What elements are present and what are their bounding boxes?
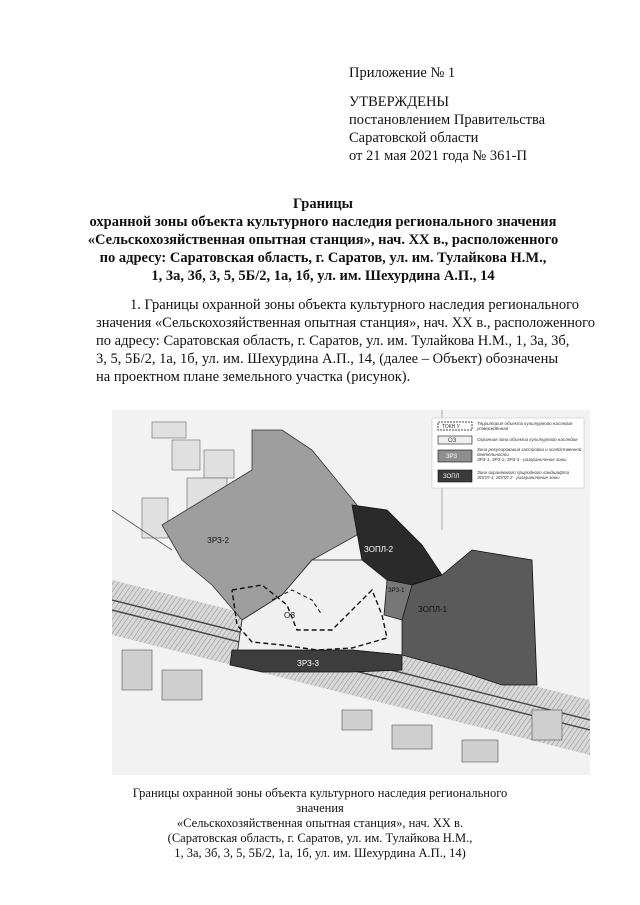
zone-label-zrz3: ЗРЗ-3: [297, 659, 319, 668]
zone-label-zopl1: ЗОПЛ-1: [418, 605, 448, 614]
title-line: охранной зоны объекта культурного наследия регионального значения: [89, 214, 557, 230]
title-line: Границы: [292, 196, 353, 212]
figure-caption: [120, 786, 520, 861]
legend-oz-desc: Охранная зона объекта культурного наследия: [477, 437, 578, 442]
approval-line: постановлением Правительства: [349, 112, 546, 128]
caption-line: «Сельскохозяйственная опытная станция», нач. XX в.: [176, 816, 464, 830]
caption-line: 1, 3а, 3б, 3, 5, 5Б/2, 1а, 1б, ул. им. Шехурдина А.П., 14): [174, 846, 466, 860]
approved-heading: УТВЕРЖДЕНЫ: [349, 94, 450, 110]
zone-label-zrz1: ЗРЗ-1: [388, 588, 405, 594]
document-title: [40, 195, 606, 285]
title-line: 1, 3а, 3б, 3, 5, 5Б/2, 1а, 1б, ул. им. Шехурдина А.П., 14: [151, 268, 495, 284]
approval-block: [349, 64, 545, 165]
map-drawing: [112, 410, 590, 775]
zone-label-zopl2: ЗОПЛ-2: [364, 545, 394, 554]
caption-line: (Саратовская область, г. Саратов, ул. им. Тулайкова Н.М.,: [167, 831, 473, 845]
appendix-number: Приложение № 1: [349, 65, 456, 81]
legend-zrz-desc: Зона регулирования застройки и хозяйственной: [477, 447, 582, 452]
paragraph-line: на проектном плане земельного участка (рисунок).: [96, 369, 411, 385]
legend-zopl-desc: ЗОПЛ-1, ЗОПЛ-2 - разграничение зоны: [477, 475, 560, 480]
legend-tokn-desc: Территория объекта культурного наследия: [477, 421, 573, 426]
legend-tokn-desc: утверждённая: [477, 426, 509, 431]
map-legend: [432, 418, 584, 488]
paragraph-line: 3, 5, 5Б/2, 1а, 1б, ул. им. Шехурдина А.П., 14, (далее – Объект) обозначены: [96, 351, 559, 367]
legend-zrz-label: ЗРЗ: [446, 454, 458, 460]
approval-line: Саратовской области: [349, 130, 479, 146]
legend-zopl-label: ЗОПЛ: [443, 474, 460, 480]
paragraph-line: значения «Сельскохозяйственная опытная станция», нач. XX в., расположенного: [96, 315, 596, 331]
zone-label-zrz2: ЗРЗ-2: [207, 536, 229, 545]
legend-zopl-desc: Зона охраняемого природного ландшафта: [477, 470, 570, 475]
legend-zrz-desc: ЗРЗ-1, ЗРЗ-2, ЗРЗ-3 - разграничение зоны: [477, 457, 567, 462]
body-paragraph: [96, 296, 606, 386]
legend-oz-label: ОЗ: [448, 438, 457, 444]
site-plan-map: [112, 410, 590, 775]
title-line: по адресу: Саратовская область, г. Саратов, ул. им. Тулайкова Н.М.,: [99, 250, 547, 266]
paragraph-line: 1. Границы охранной зоны объекта культурного наследия регионального: [130, 297, 579, 313]
zone-label-oz: ОЗ: [284, 611, 296, 620]
approval-date: от 21 мая 2021 года № 361-П: [349, 148, 527, 164]
caption-line: Границы охранной зоны объекта культурного наследия регионального значения: [132, 786, 508, 815]
legend-tokn-label: ТОКН У: [442, 424, 460, 430]
legend-zrz-desc: деятельности: [477, 452, 509, 457]
paragraph-line: по адресу: Саратовская область, г. Саратов, ул. им. Тулайкова Н.М., 1, 3а, 3б,: [96, 333, 570, 349]
title-line: «Сельскохозяйственная опытная станция», нач. XX в., расположенного: [87, 232, 559, 248]
